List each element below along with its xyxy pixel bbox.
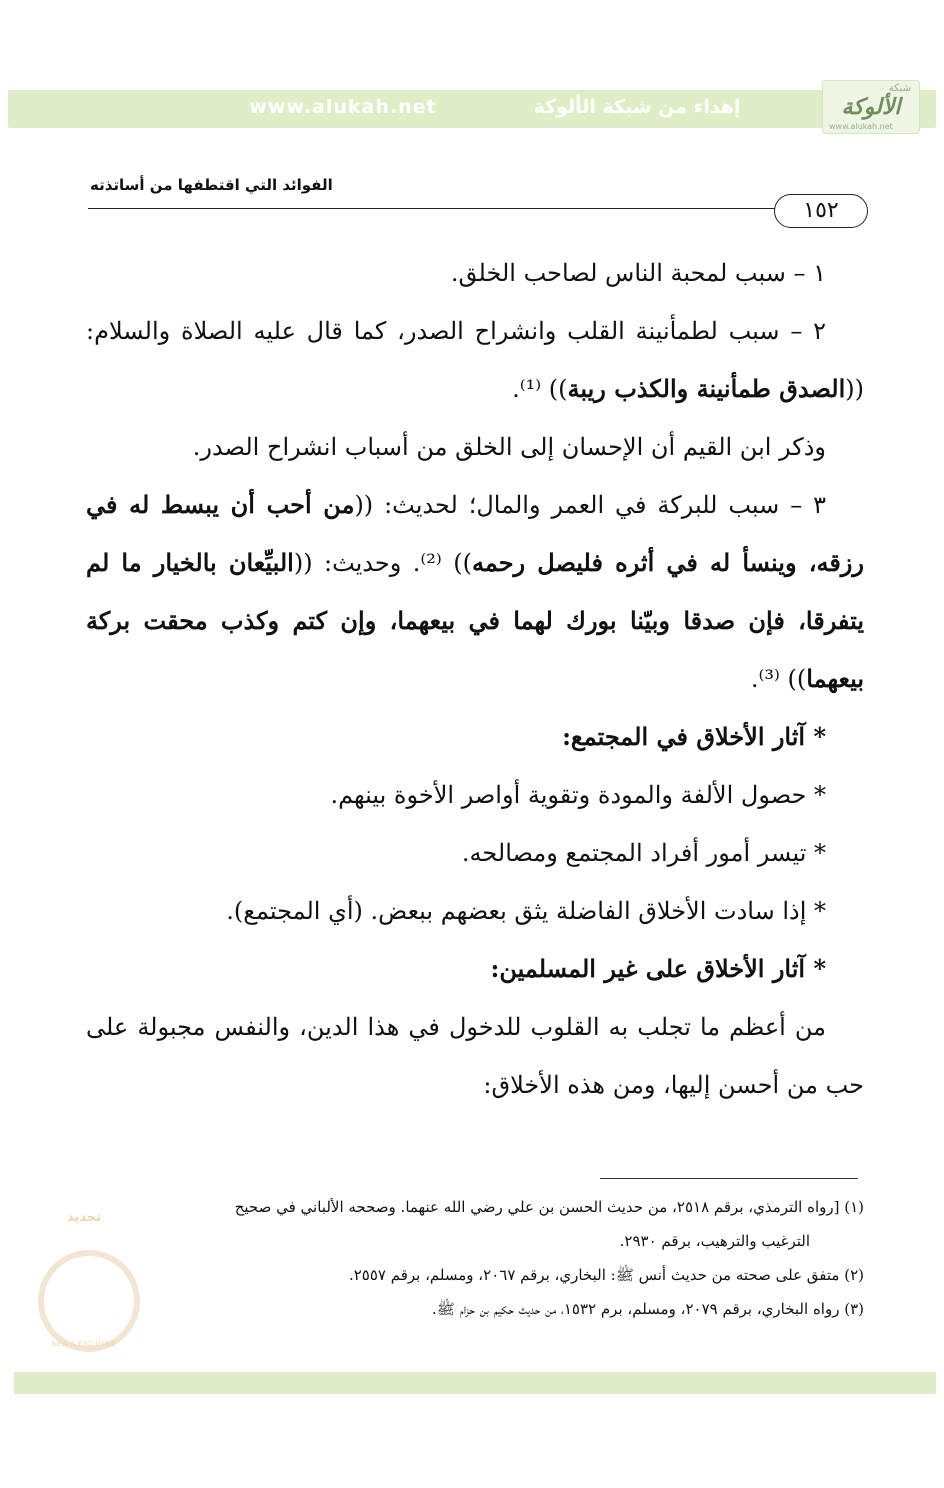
stamp-label: تجديد — [66, 1210, 102, 1225]
header-divider — [88, 208, 778, 209]
banner-url[interactable]: www.alukah.net — [249, 96, 437, 118]
item-3 — [86, 476, 864, 708]
society-heading: * آثار الأخلاق في المجتمع: — [562, 722, 826, 751]
society-point: * تيسر أمور أفراد المجتمع ومصالحه. — [461, 839, 826, 867]
footnote-3: (٣) رواه البخاري، برقم ٢٠٧٩، ومسلم، برم ١٥٣٢، من حديث حكيم بن حزام ﷺ. — [431, 1300, 864, 1318]
society-point: * إذا سادت الأخلاق الفاضلة يثق بعضهم ببعض. (أي المجتمع). — [226, 897, 826, 925]
item-3-end: )) ⁽³⁾. — [750, 665, 807, 693]
watermark-stamp — [24, 1210, 144, 1360]
logo-url: www.alukah.net — [829, 122, 893, 131]
footer-band — [14, 1372, 936, 1394]
stamp-emblem — [38, 1250, 140, 1352]
non-muslims-text: من أعظم ما تجلب به القلوب للدخول في هذا الدين، والنفس مجبولة على حب من أحسن إليها، ومن هذه الأخلاق: — [86, 1013, 864, 1099]
item-2-text: ٢ – سبب لطمأنينة القلب وانشراح الصدر، كما قال عليه الصلاة والسلام: (( — [86, 317, 864, 403]
site-logo[interactable] — [822, 80, 920, 134]
page-number: ١٥٢ — [774, 194, 868, 228]
running-header-title: الفوائد التي اقتطفها من أساتذته — [90, 176, 333, 194]
header-banner — [8, 90, 936, 128]
hadith-quote: الصدق طمأنينة والكذب ريبة — [567, 374, 846, 403]
footnote-1: (١) [رواه الترمذي، برقم ٢٥١٨، من حديث الحسن بن علي رضي الله عنهما. وصححه الألباني في صحيح — [234, 1198, 864, 1216]
ibn-qayyim-note: وذكر ابن القيم أن الإحسان إلى الخلق من أسباب انشراح الصدر. — [192, 433, 826, 461]
logo-text: الألوكة — [841, 95, 901, 120]
non-muslims-heading: * آثار الأخلاق على غير المسلمين: — [490, 954, 826, 983]
item-3-mid: )) ⁽²⁾. وحديث: (( — [293, 549, 472, 577]
item-3-text: ٣ – سبب للبركة في العمر والمال؛ لحديث: (( — [354, 491, 826, 519]
banner-slogan: إهداء من شبكة الألوكة — [533, 96, 741, 118]
stamp-caption: NEW & EXCLUSIVE — [51, 1340, 117, 1348]
page-body — [86, 244, 864, 1114]
footnote-2: (٢) متفق على صحته من حديث أنس ﷺ: البخاري، برقم ٢٠٦٧، ومسلم، برقم ٢٥٥٧. — [348, 1266, 864, 1284]
footnote-1-continued: الترغيب والترهيب، برقم ٢٩٣٠. — [619, 1232, 810, 1250]
logo-subtitle: شبكة — [888, 83, 911, 94]
item-2-end: )) ⁽¹⁾. — [512, 375, 568, 403]
hadith-quote: من أحب أن يبسط له في رزقه، وينسأ له في أثره فليصل رحمه — [86, 490, 864, 577]
society-point: * حصول الألفة والمودة وتقوية أواصر الأخوة بينهم. — [330, 781, 826, 809]
hadith-quote: البيِّعان بالخيار ما لم يتفرقا، فإن صدقا وبيّنا بورك لهما في بيعهما، وإن كتم وكذب محقت بركة بيعهما — [86, 548, 864, 693]
footnotes — [86, 1190, 864, 1326]
footnote-separator — [600, 1178, 858, 1179]
item-2 — [86, 302, 864, 418]
item-1: ١ – سبب لمحبة الناس لصاحب الخلق. — [450, 259, 826, 287]
